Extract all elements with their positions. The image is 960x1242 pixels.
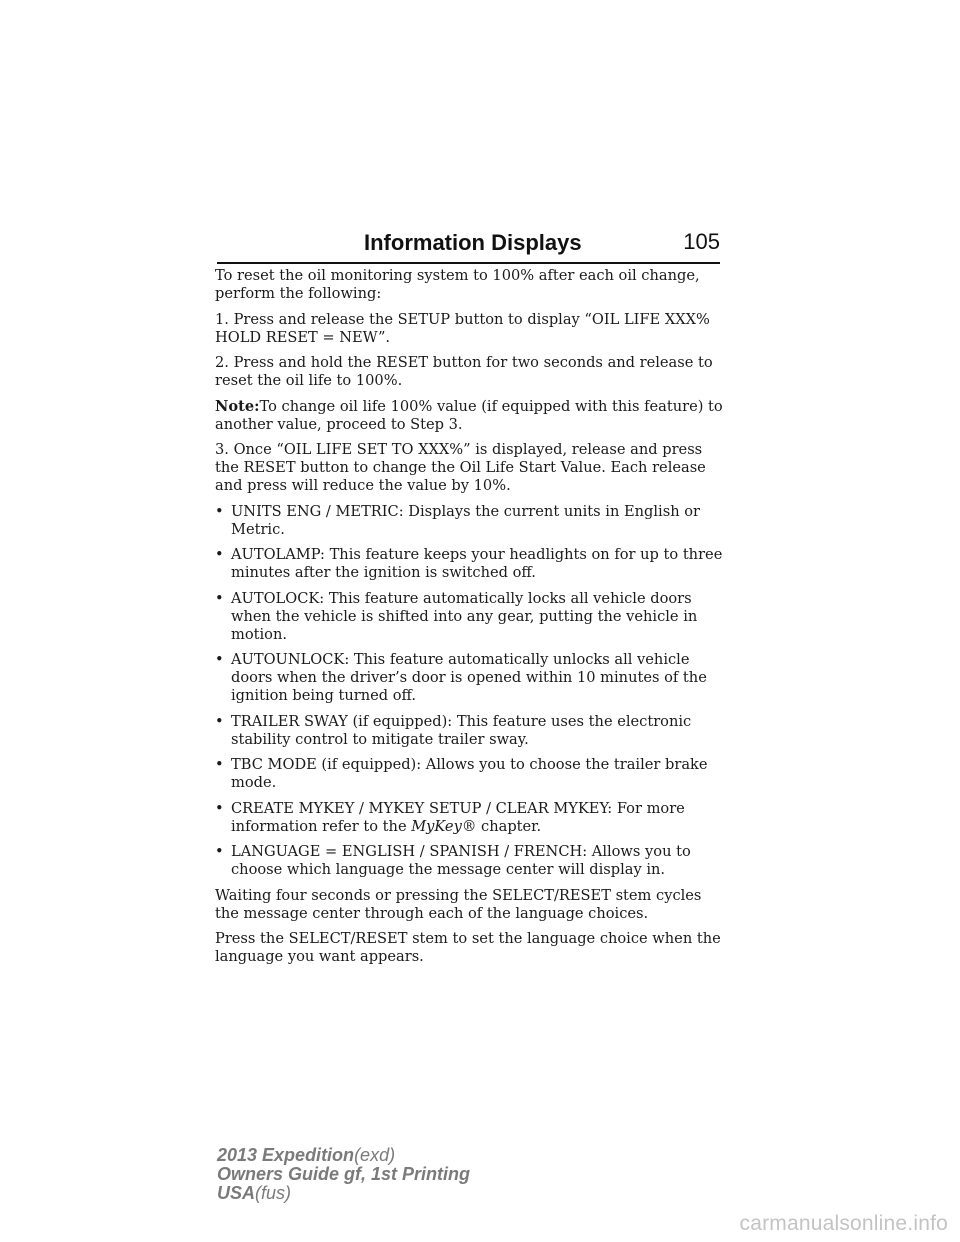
page-content	[215, 267, 725, 974]
bullet-icon: •	[215, 843, 224, 860]
list-item-text: AUTOLOCK: This feature automatically locks all vehicle doors when the vehicle is shifted into any gear, putting the vehicle in motion.	[231, 589, 698, 643]
footer-model-code: (exd)	[354, 1145, 396, 1165]
list-item-text: TBC MODE (if equipped): Allows you to choose the trailer brake mode.	[231, 756, 708, 791]
language-cycle-paragraph: Waiting four seconds or pressing the SELECT/RESET stem cycles the message center through each of the language choices.	[215, 886, 702, 922]
footer-line-market	[217, 1184, 470, 1203]
note-label: Note:	[215, 397, 260, 415]
footer-market-code: (fus)	[255, 1183, 292, 1203]
list-item	[215, 713, 725, 749]
note-text: To change oil life 100% value (if equipped with this feature) to another value, proceed to Step 3.	[215, 397, 723, 433]
intro-paragraph: To reset the oil monitoring system to 100% after each oil change, perform the following:	[215, 267, 700, 302]
list-item	[215, 590, 725, 644]
footer-printing: Owners Guide gf, 1st Printing	[217, 1164, 471, 1184]
list-item-text: AUTOLAMP: This feature keeps your headlights on for up to three minutes after the ignition is switched off.	[231, 546, 723, 581]
step-2: 2. Press and hold the RESET button for two seconds and release to reset the oil life to 100%.	[215, 354, 713, 389]
footer-model: 2013 Expedition	[217, 1145, 355, 1165]
bullet-icon: •	[215, 589, 224, 607]
bullet-icon: •	[215, 799, 224, 817]
bullet-icon: •	[215, 546, 224, 563]
bullet-icon: •	[215, 502, 224, 520]
footer-market: USA	[217, 1183, 256, 1203]
list-item	[215, 651, 725, 705]
list-item	[215, 800, 725, 836]
page-header	[217, 226, 720, 264]
step-3: 3. Once “OIL LIFE SET TO XXX%” is displayed, release and press the RESET button to change the Oil Life Start Value. Each release and press will reduce the value by 10%.	[215, 441, 706, 494]
list-item-text: chapter.	[476, 817, 542, 835]
bullet-icon: •	[215, 712, 224, 730]
language-set-paragraph: Press the SELECT/RESET stem to set the language choice when the language you want appears.	[215, 930, 721, 965]
list-item	[215, 843, 725, 879]
list-item-text: TRAILER SWAY (if equipped): This feature uses the electronic stability control to mitigate trailer sway.	[231, 712, 692, 748]
list-item	[215, 546, 725, 582]
watermark: carmanualsonline.info	[739, 1212, 948, 1235]
bullet-icon: •	[215, 651, 224, 668]
mykey-chapter-link[interactable]: MyKey®	[411, 817, 477, 835]
list-item	[215, 503, 725, 539]
list-item	[215, 756, 725, 792]
section-title: Information Displays	[364, 230, 582, 255]
list-item-text: UNITS ENG / METRIC: Displays the current units in English or Metric.	[231, 502, 701, 538]
bullet-icon: •	[215, 756, 224, 773]
list-item-text: LANGUAGE = ENGLISH / SPANISH / FRENCH: Allows you to choose which language the message center will display in.	[231, 843, 691, 878]
step-1: 1. Press and release the SETUP button to display “OIL LIFE XXX% HOLD RESET = NEW”.	[215, 310, 710, 346]
page-number: 105	[683, 229, 720, 254]
note-paragraph	[215, 398, 725, 434]
list-item-text: AUTOUNLOCK: This feature automatically unlocks all vehicle doors when the driver’s door is opened within 10 minutes of the ignition being turned off.	[231, 651, 707, 704]
footer-line-model	[217, 1146, 470, 1165]
print-footer	[217, 1146, 470, 1203]
list-item-text: CREATE MYKEY / MYKEY SETUP / CLEAR MYKEY: For more information refer to the	[231, 799, 685, 835]
